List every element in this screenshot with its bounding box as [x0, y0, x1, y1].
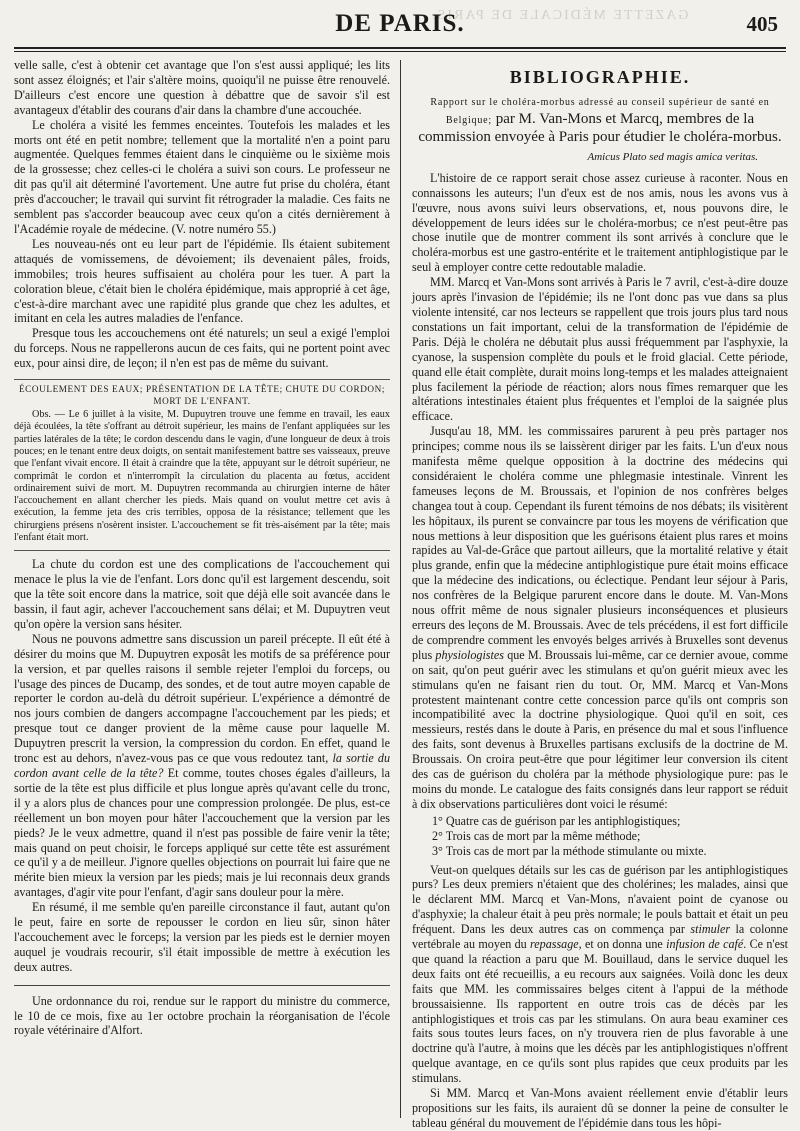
separator: [14, 985, 390, 986]
paragraph: L'histoire de ce rapport serait chose assez curieuse à raconter. Nous en connaissons les auteurs; l'un d'eux est de nos amis, nous les avons vus à l'œuvre, nous avons suivi leurs observations, et, nous pouvons dire, le développement de leurs idées sur le choléra-morbus; ce n'est peut-être pas chose inutile que de montrer comment ils sont arrivés à conclure que le choléra-morbus est une gastro-entérite et le traitement antiphlogistique par le seul à employer contre cette redoutable maladie.: [412, 170, 788, 275]
right-column: [412, 58, 789, 1130]
report-title-rest: par M. Van-Mons et Marcq, membres de la commission envoyée à Paris pour étudier le choléra-morbus.: [418, 110, 782, 145]
text-span: Nous ne pouvons admettre sans discussion un pareil précepte. Il eût été à désirer du moins que M. Dupuytren exposât les motifs de sa préférence pour la version, et par quelles raisons il semble rejeter l'emploi du forceps, ou l'usage des pinces de Ducamp, des sondes, et de tout autre moyen capable de reporter le cordon au-delà du détroit supérieur. L'expérience a démontré de nos jours combien de dangers accompagne l'accouchement par les pieds; et presque tout ce danger provient de la même cause pour laquelle M. Dupuytren prescrit la version, la compression du cordon. En effet, quand le tronc est au dehors, n'avez-vous pas ce que vous redoutez tant,: [14, 631, 390, 766]
paragraph: Le choléra a visité les femmes enceintes. Toutefois les malades et les morts ont été en petit nombre; tellement que la mortalité n'en a point paru augmentée. Quelques femmes étaient dans le cinquième ou le sixième mois de la grossesse; chez celles-ci le choléra a suivi son cours. Le professeur ne dit pas qu'il ait déterminé l'avortement. Une autre fut prise du choléra, étant près d'accoucher; le travail qui survint fit rétrograder la maladie. Ces faits ne semblent pas s'accorder beaucoup avec ceux qu'on a cités dernièrement à l'Académie royale de médecine. (V. notre numéro 55.): [14, 117, 390, 236]
news-item: Une ordonnance du roi, rendue sur le rapport du ministre du commerce, le 10 de ce mois, fixe au 1er octobre prochain la réorganisation de l'école royale vétérinaire d'Alfort.: [14, 993, 390, 1038]
paragraph: [14, 632, 390, 900]
paragraph: La chute du cordon est une des complications de l'accouchement qui menace le plus la vie de l'enfant. Lors donc qu'il est largement descendu, soit que la tête soit encore dans la matrice, soit que déjà elle soit avancée dans le bassin, il faut agir, achever l'accouchement sans délai; et M. Dupuytren veut qu'on opère la version sans hésiter.: [14, 557, 390, 631]
paragraph: velle salle, c'est à obtenir cet avantage que l'on s'est aussi appliqué; les lits sont assez éloignés; et l'air s'altère moins, quoiqu'il ne puisse être renouvelé. D'ailleurs c'est encore une question à débattre que de savoir s'il est avantageux d'établir des courans d'air dans la chambre d'une accouchée.: [14, 58, 390, 117]
emphasis: infusion de café: [666, 937, 744, 952]
running-title: DE PARIS.: [335, 10, 465, 37]
text-span: , et on donna une: [578, 937, 663, 952]
page-number: 405: [746, 12, 778, 36]
header-rule: [14, 47, 786, 52]
case-heading: ÉCOULEMENT DES EAUX; PRÉSENTATION DE LA TÊTE; CHUTE DU CORDON; MORT DE L'ENFANT.: [14, 379, 390, 407]
paragraph: Les nouveau-nés ont eu leur part de l'épidémie. Ils étaient subitement attaqués de vomissemens, de dévoiement; ils devenaient pâles, froids, immobiles; trois heures suffisaient au choléra pour les tuer. A part la coloration bleue, c'était bien le choléra épidémique, mais approprié à cet âge, c'est-à-dire marchant avec une rapidité plus grande que chez les adultes, et imitant en cela les autres maladies de l'enfance.: [14, 236, 390, 326]
report-title: [412, 93, 788, 146]
show-through-text: GAZETTE MÉDICALE DE PARIS.: [430, 8, 689, 23]
epigraph: Amicus Plato sed magis amica veritas.: [587, 150, 758, 163]
text-span: . Ce n'est que quand la réaction a paru que M. Bouillaud, dans le service duquel les deux faits ont été recueillis, a eu recours aux saignées. Voilà donc les deux faits que MM. les commissaires belges citent à l'appui de la méthode broussaisienne. Ils rapportent en outre trois cas de décès par les antiphlogistiques et trois cas par les stimulans. On aura beau examiner ces faits sous toutes leurs faces, on n'y trouvera rien de plus favorable à une doctrine qu'à l'autre, à moins que les décès par les antiphlogistiques n'offrent quelque avantage, en ce qu'ils sont plus rapides que ceux produits par les stimulans.: [412, 937, 789, 1086]
paragraph: Si MM. Marcq et Van-Mons avaient réellement envie d'établir leurs propositions sur les faits, ils auraient dû se donner la peine de consulter le tableau général du mouvement de l'épidémie dans tous les hôpi-: [412, 1086, 788, 1130]
emphasis: physiologistes: [435, 647, 504, 662]
paragraph: [412, 863, 788, 1087]
paragraph: [412, 424, 788, 812]
paragraph: En résumé, il me semble qu'en pareille circonstance il faut, autant qu'on le peut, faire en sorte de repousser le cordon en lieu sûr, sinon hâter l'accouchement avec le forceps; la version par les pieds est le dernier moyen auquel je voudrais recourir, s'il était impossible de mettre à exécution les deux autres.: [14, 900, 390, 974]
column-divider: [400, 60, 401, 1118]
section-title: BIBLIOGRAPHIE.: [509, 67, 691, 87]
list-item: 2° Trois cas de mort par la même méthode;: [432, 828, 641, 843]
emphasis: la sortie du cordon avant celle de la tête?: [14, 751, 390, 780]
text-span: que M. Broussais lui-même, car ce dernier avoue, comme on sait, qu'on peut guérir avec les stimulans et qu'on guérit mieux avec les stimulans qu'en ne faisant rien du tout. Or, MM. Marcq et Van-Mons protestent maintenant contre cette concession parce qu'ils ont compris son incompatibilité avec la doctrine physiologique. Quoi qu'il en soit, ces messieurs, restés dans le doute à Paris, en présence du mal et sous l'influence des faits, sont devenus à Bruxelles partisans exclusifs de la doctrine de M. Broussais. On croira peut-être que pour légitimer leur conversion ils citent des cas de guérison du choléra par la méthode physiologique pure: pas le moins du monde. Le catalogue des faits consignés dans leur rapport se réduit à dix observations particulières dont voici le résumé:: [412, 647, 788, 811]
text-span: la colonne vertébrale au moyen du: [412, 922, 788, 952]
separator: [14, 550, 390, 551]
emphasis: repassage: [530, 937, 579, 952]
text-span: Jusqu'au 18, MM. les commissaires parurent à peu près partager nos principes; comme nous ils se laissèrent diriger par les faits. L'un d'eux nous manifesta même quelque opposition à la doctrine des médecins qui considéraient le choléra comme une phlegmasie intestinale. Vinrent les fameuses leçons de M. Broussais, et l'opinion de nos confrères belges changea tout à coup. Cependant ils furent témoins de nos débats; ils visitèrent les hôpitaux, ils purent se convaincre par tous les moyens de vérification que nous mettions à leur disposition que les guérisons étaient plus rares et moins rapides au Val-de-Grâce que partout ailleurs, que la mortalité relative y était plus grande, enfin que la médecine antiphlogistique pure était moins efficace que la médecine des indications, ou éclectique. Pendant leur séjour à Paris, nos confrères de la Belgique parurent encore dans le doute. M. Van-Mons nous offrit même de nous signaler plusieurs inconséquences et plusieurs erreurs des leçons de M. Broussais. Avec de tels précédens, il est fort difficile de comprendre comment les envoyés belges arrivés à Bruxelles sont devenus plus: [412, 424, 788, 662]
list-item: 3° Trois cas de mort par la méthode stimulante ou mixte.: [432, 843, 707, 858]
list-item: 1° Quatre cas de guérison par les antiphlogistiques;: [432, 813, 681, 828]
text-span: Et comme, toutes choses égales d'ailleurs, la sortie de la tête est plus difficile et plus longue après qu'avant celle du tronc, il y a alors plus de chances pour une compression prolongée. De plus, est-ce réellement un bon moyen pour hâter l'accouchement que la version par les pieds? Je le veux admettre, quand il n'est pas possible de faire venir la tête; mais quand on peut choisir, le forceps appliqué sur cette tête est assurément ce qu'il y a de meilleur. J'ignore quelles objections on pourrait lui faire que ne mérite bien mieux la version par les pieds; mais je lui reconnais deux grands avantages, d'agir vite pour l'enfant, d'agir sans douleur pour la mère.: [14, 765, 390, 900]
results-list: [432, 814, 788, 859]
text-span: Veut-on quelques détails sur les cas de guérison par les antiphlogistiques purs? Les deux premiers n'étaient que des cholérines; les malades, ainsi que le déclarent MM. Marcq et Van-Mons, n'avaient point de cyanose ou d'asphyxie; la chaleur était à peu près normale; le pouls battait et était un peu fréquent. Dans les deux autres cas on commença par: [412, 862, 788, 937]
page-header: [0, 8, 800, 42]
emphasis: stimuler: [690, 922, 731, 937]
paragraph: Presque tous les accouchemens ont été naturels; un seul a exigé l'emploi du forceps. Nous ne rappellerons aucun de ces faits, qui ne portent point avec eux, pour ainsi dire, de leçon; il n'en est pas de même du suivant.: [14, 326, 390, 371]
report-title-caps: Rapport sur le choléra-morbus adressé au conseil supérieur de santé en Belgique;: [430, 96, 770, 126]
case-observation: Obs. — Le 6 juillet à la visite, M. Dupuytren trouve une femme en travail, les eaux déjà écoulées, la tête s'offrant au détroit supérieur, les mains de l'enfant appliquées sur les parties latérales de la tête; le cordon descendu dans le vagin, d'une longueur de deux à trois pouces; en le tenant entre deux doigts, on sentait manifestement battre ses vaisseaux, preuve que l'enfant vivait encore. Il était à craindre que la tête, appuyant sur le détroit supérieur, ne comprimât le cordon et n'interrompît la circulation du placenta au fœtus, accident ordinairement suivi de mort. M. Dupuytren recommanda au chirurgien interne de hâter l'accouchement en allant chercher les pieds. Mais quand on voulut mettre cet avis à exécution, la femme jeta des cris terribles, opposa de la résistance; tellement que les chirurgiens présens n'osèrent insister. L'accouchement se fit très-aisément par la tête; mais l'enfant était mort.: [14, 409, 390, 543]
left-column: [14, 58, 390, 1116]
paragraph: MM. Marcq et Van-Mons sont arrivés à Paris le 7 avril, c'est-à-dire douze jours après l'invasion de l'épidémie; ils ne l'ont donc pas vue dans sa plus violente intensité, car nos lecteurs se rappellent que trois jours plus tard nous constations un fait important, celui de la transformation de l'épidémie de Paris. Déjà le choléra ne débutait plus aussi fréquemment par l'asphyxie, la cyanose, la suspension complète du pouls et le froid glacial. Cette période, quand elle était complète, durait moins long-temps et les malades atteignaient plus facilement la période de réaction; alors nous fîmes remarquer que les altérations intestinales étaient plus fréquentes et l'emploi de la saignée plus efficace.: [412, 275, 788, 424]
